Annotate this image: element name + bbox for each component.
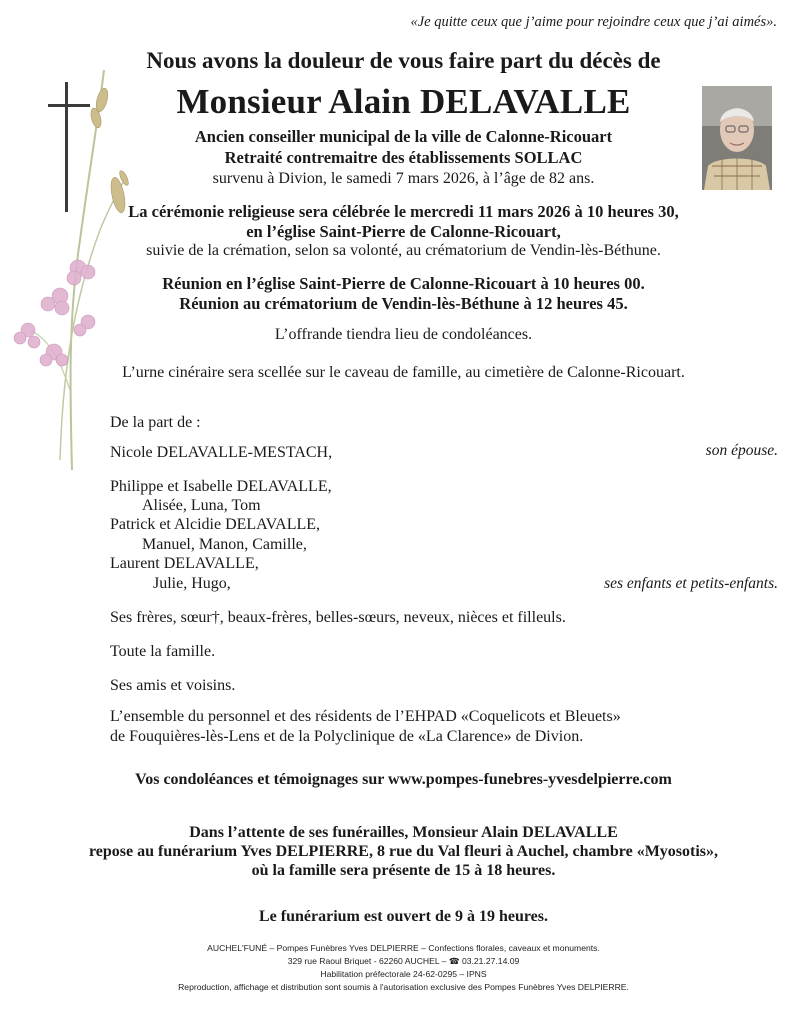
epigraph: «Je quitte ceux que j’aime pour rejoindre ceux que j’ai aimés». [410, 14, 777, 30]
title-line: Retraité contremaitre des établissements SOLLAC [224, 148, 583, 167]
ceremony-line: en l’église Saint-Pierre de Calonne-Ricouart, [246, 222, 561, 241]
rest-line: où la famille sera présente de 15 à 18 heures. [251, 862, 556, 879]
children-role: ses enfants et petits-enfants. [604, 575, 778, 592]
footer-address: 329 rue Raoul Briquet - 62260 AUCHEL – ☎ 03.21.27.14.09 [287, 956, 520, 966]
title-line: Ancien conseiller municipal de la ville de Calonne-Ricouart [194, 127, 613, 146]
offering-text: L’offrande tiendra lieu de condoléances. [274, 326, 533, 343]
staff-line: L’ensemble du personnel et des résidents de l’EHPAD «Coquelicots et Bleuets» [110, 708, 621, 725]
friends-line: Ses amis et voisins. [110, 677, 236, 694]
footer-authorization: Habilitation préfectorale 24-62-0295 – IPNS [320, 969, 487, 979]
child-line: Patrick et Alcidie DELAVALLE, [110, 516, 321, 533]
ceremony-line: La cérémonie religieuse sera célébrée le mercredi 11 mars 2026 à 10 heures 30, [128, 202, 679, 221]
spouse-name: Nicole DELAVALLE-MESTACH, [110, 444, 333, 461]
grandchildren-line: Manuel, Manon, Camille, [142, 536, 307, 553]
grandchildren-line: Julie, Hugo, [153, 575, 231, 592]
grandchildren-line: Alisée, Luna, Tom [142, 497, 261, 514]
footer-company: AUCHEL'FUNÉ – Pompes Funèbres Yves DELPIERRE – Confections florales, caveaux et monuments. [207, 943, 600, 953]
spouse-role: son épouse. [705, 442, 778, 459]
staff-line: de Fouquières-lès-Lens et de la Polyclinique de «La Clarence» de Divion. [110, 728, 584, 745]
child-line: Philippe et Isabelle DELAVALLE, [110, 478, 332, 495]
meeting-line: Réunion au crématorium de Vendin-lès-Béthune à 12 heures 45. [179, 294, 628, 313]
deceased-name: Monsieur Alain DELAVALLE [176, 82, 631, 121]
family-line: Toute la famille. [110, 643, 216, 660]
ceremony-line: suivie de la crémation, selon sa volonté, au crématorium de Vendin-lès-Béthune. [146, 242, 661, 259]
urn-text: L’urne cinéraire sera scellée sur le caveau de famille, au cimetière de Calonne-Ricouart. [122, 364, 685, 381]
rest-line: repose au funérarium Yves DELPIERRE, 8 rue du Val fleuri à Auchel, chambre «Myosotis», [88, 843, 719, 860]
footer-reproduction: Reproduction, affichage et distribution sont soumis à l'autorisation exclusive des Pompes Funèbres Yves DELPIERRE. [178, 982, 629, 992]
siblings-line: Ses frères, sœur†, beaux-frères, belles-sœurs, neveux, nièces et filleuls. [110, 609, 566, 626]
announcement-heading: Nous avons la douleur de vous faire part du décès de [146, 48, 661, 73]
death-info: survenu à Divion, le samedi 7 mars 2026, à l’âge de 82 ans. [212, 170, 595, 187]
child-line: Laurent DELAVALLE, [110, 555, 259, 572]
from-label: De la part de : [110, 414, 201, 431]
condolences-link: Vos condoléances et témoignages sur www.pompes-funebres-yvesdelpierre.com [135, 771, 672, 788]
opening-hours: Le funérarium est ouvert de 9 à 19 heures. [259, 908, 548, 925]
rest-line: Dans l’attente de ses funérailles, Monsieur Alain DELAVALLE [189, 824, 618, 841]
meeting-line: Réunion en l’église Saint-Pierre de Calonne-Ricouart à 10 heures 00. [162, 274, 645, 293]
